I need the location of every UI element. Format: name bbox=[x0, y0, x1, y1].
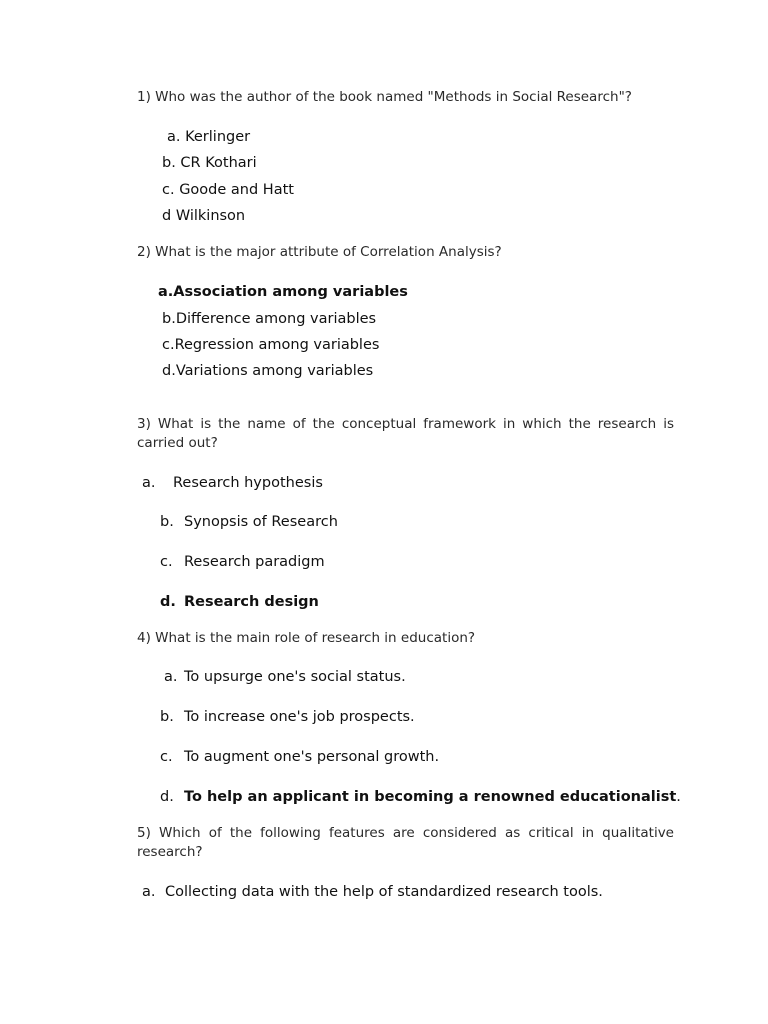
q3-option-b-marker: b. bbox=[160, 514, 174, 530]
q3-option-a bbox=[142, 474, 323, 492]
q3-option-b bbox=[160, 513, 338, 531]
q2-option-d: d.Variations among variables bbox=[162, 363, 374, 379]
question-1: 1) Who was the author of the book named "Methods in Social Research"? bbox=[137, 89, 632, 105]
q5-option-a-marker: a. bbox=[142, 884, 156, 900]
q1-option-a: a. Kerlinger bbox=[167, 129, 251, 145]
q5-option-a bbox=[142, 883, 603, 901]
q4-option-b-marker: b. bbox=[160, 709, 174, 725]
q4-option-a bbox=[164, 668, 406, 686]
q4-option-d-text: To help an applicant in becoming a renowned educationalist bbox=[184, 789, 677, 805]
question-5: 5) Which of the following features are considered as critical in qualitative research? bbox=[137, 825, 674, 860]
question-2: 2) What is the major attribute of Correlation Analysis? bbox=[137, 244, 502, 260]
q1-option-d: d Wilkinson bbox=[162, 208, 246, 224]
q1-option-c: c. Goode and Hatt bbox=[162, 182, 294, 198]
q4-option-d-marker: d. bbox=[160, 789, 174, 805]
q4-option-a-text: To upsurge one's social status. bbox=[184, 669, 406, 685]
q1-option-b: b. CR Kothari bbox=[162, 155, 257, 171]
question-3: 3) What is the name of the conceptual framework in which the research is carried out? bbox=[137, 416, 674, 451]
q3-option-d bbox=[160, 593, 319, 611]
q4-option-c-text: To augment one's personal growth. bbox=[184, 749, 440, 765]
q2-option-b: b.Difference among variables bbox=[162, 311, 377, 327]
q4-option-d bbox=[160, 788, 681, 806]
q2-option-c: c.Regression among variables bbox=[162, 337, 380, 353]
q4-option-d-period: . bbox=[676, 789, 681, 805]
q3-option-c bbox=[160, 553, 325, 571]
q3-option-d-marker: d. bbox=[160, 594, 176, 610]
q3-option-a-text: Research hypothesis bbox=[173, 475, 323, 491]
q3-option-b-text: Synopsis of Research bbox=[184, 514, 338, 530]
q4-option-c bbox=[160, 748, 439, 766]
q4-option-a-marker: a. bbox=[164, 669, 178, 685]
q4-option-b bbox=[160, 708, 415, 726]
q2-option-a: a.Association among variables bbox=[158, 284, 408, 300]
q3-option-a-marker: a. bbox=[142, 475, 156, 491]
question-4: 4) What is the main role of research in education? bbox=[137, 630, 476, 646]
q4-option-c-marker: c. bbox=[160, 749, 173, 765]
q3-option-d-text: Research design bbox=[184, 594, 319, 610]
q3-option-c-text: Research paradigm bbox=[184, 554, 325, 570]
q5-option-a-text: Collecting data with the help of standardized research tools. bbox=[165, 884, 603, 900]
q4-option-b-text: To increase one's job prospects. bbox=[184, 709, 415, 725]
q3-option-c-marker: c. bbox=[160, 554, 173, 570]
